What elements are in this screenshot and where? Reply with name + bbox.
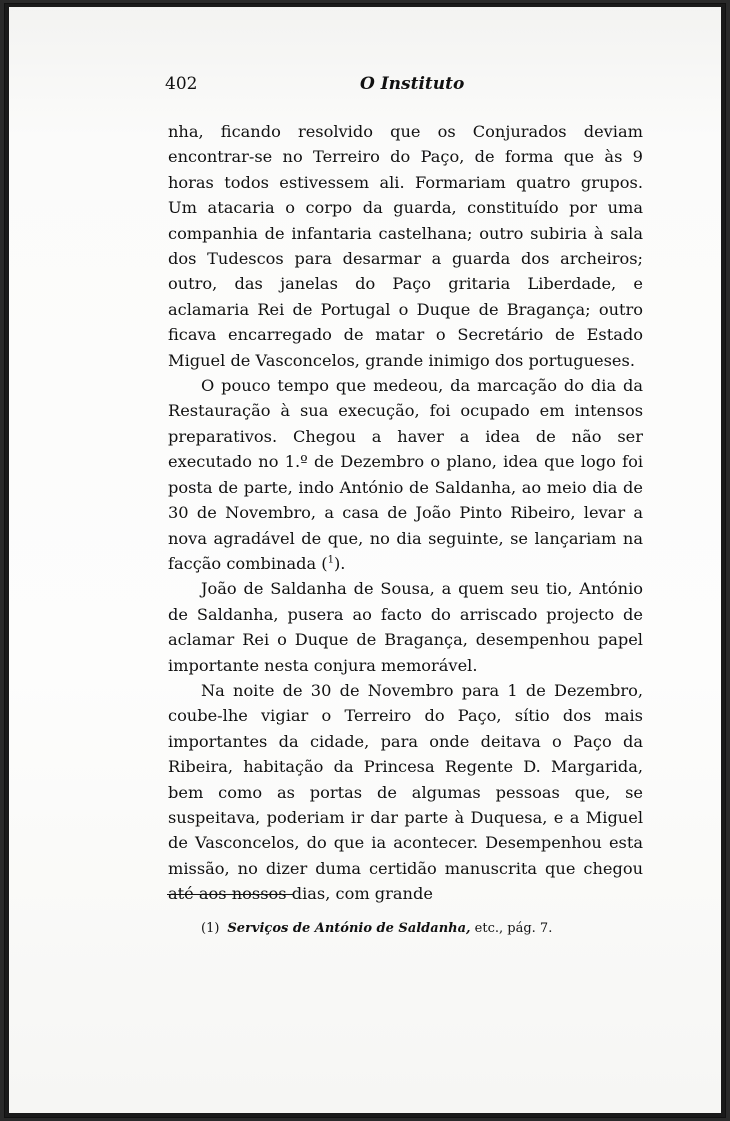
paragraph-4: Na noite de 30 de Novembro para 1 de Dezembro, coube-lhe vigiar o Terreiro do Paço, sítio dos mais importantes da cidade, para onde deitava o Paço da Ribeira, habitação da Princesa Regente D. Margarida, bem como as portas de algumas pessoas que, se suspeitava, poderiam ir dar parte à Duquesa, e a Miguel de Vasconcelos, do que ia acontecer. Desempenhou esta missão, no dizer duma certidão manuscrita que chegou até aos nossos dias, com grande (168, 680, 643, 904)
page-number: 402 (165, 74, 198, 94)
body-text (168, 119, 643, 907)
running-title: O Instituto (360, 74, 465, 94)
paragraph-2 (168, 373, 643, 576)
footnote-divider (167, 894, 294, 895)
paragraph-2-end: ). (333, 553, 346, 573)
footnote-marker: (1) (201, 921, 220, 936)
footnote-rest: etc., pág. 7. (470, 921, 553, 936)
footnote-title: Serviços de António de Saldanha, (227, 921, 471, 936)
book-page (4, 3, 726, 1118)
paragraph-2-text: O pouco tempo que medeou, da marcação do dia da Restauração à sua execução, foi ocupado em intensos preparativos. Chegou a haver a idea de não ser executado no 1.º de Dezembro o plano, idea que logo foi posta de parte, indo António de Saldanha, ao meio dia de 30 de Novembro, a casa de João Pinto Ribeiro, levar a nova agradável de que, no dia seguinte, se lançariam na facção combinada ( (168, 376, 643, 573)
paragraph-1: nha, ficando resolvido que os Conjurados deviam encontrar-se no Terreiro do Paço, de forma que às 9 horas todos estivessem ali. Formariam quatro grupos. Um atacaria o corpo da guarda, constituído por uma companhia de infantaria castelhana; outro subiria à sala dos Tudescos para desarmar a guarda dos archeiros; outro, das janelas do Paço gritaria Liberdade, e aclamaria Rei de Portugal o Duque de Bragança; outro ficava encarregado de matar o Secretário de Estado Miguel de Vasconcelos, grande inimigo dos portugueses. (168, 122, 643, 370)
page-header (165, 74, 643, 100)
paragraph-3: João de Saldanha de Sousa, a quem seu tio, António de Saldanha, pusera ao facto do arriscado projecto de aclamar Rei o Duque de Bragança, desempenhou papel importante nesta conjura memorável. (168, 579, 643, 675)
footnote (201, 921, 552, 936)
footnote-reference: 1 (327, 554, 334, 566)
